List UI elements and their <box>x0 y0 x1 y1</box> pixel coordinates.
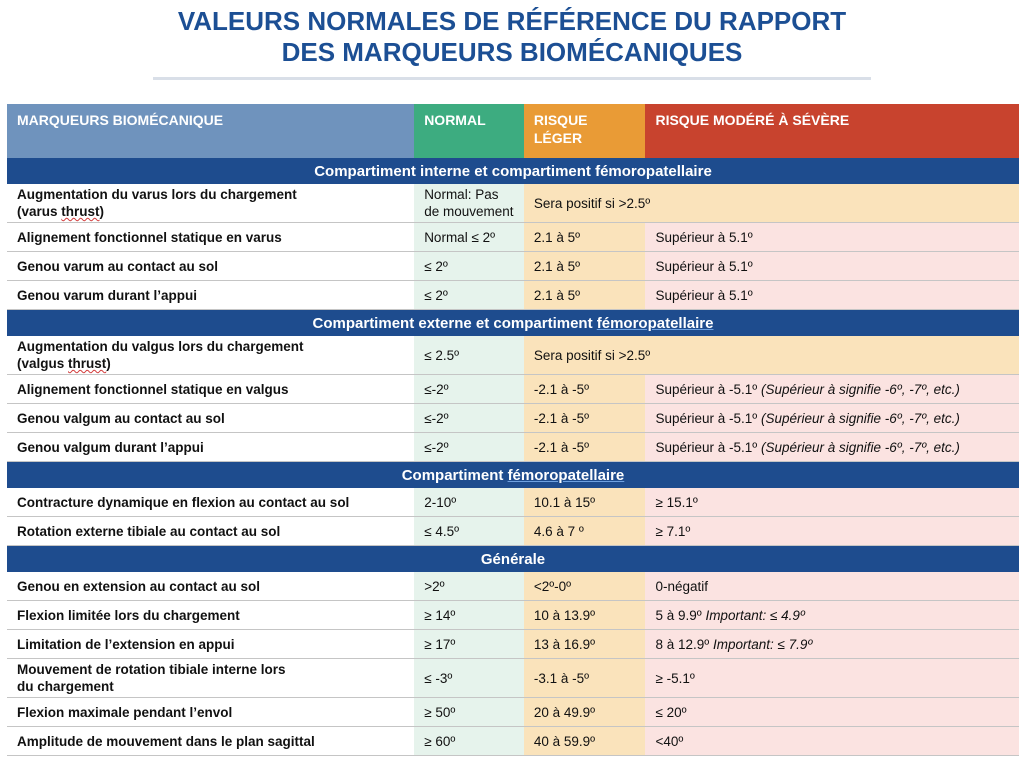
normal-cell: 2-10º <box>414 488 524 517</box>
marker-cell: Contracture dynamique en flexion au contact au sol <box>7 488 414 517</box>
section-header-generale <box>7 546 1019 573</box>
normal-cell: ≥ 14º <box>414 601 524 630</box>
normal-cell: ≤ -3º <box>414 659 524 698</box>
marker-line2: du chargement <box>17 679 114 694</box>
leger-merged-cell: Sera positif si >2.5º <box>524 184 1019 223</box>
header-marker: MARQUEURS BIOMÉCANIQUE <box>7 104 414 158</box>
severe-value: 8 à 12.9º <box>655 636 710 652</box>
section-title-text: Compartiment externe et compartiment <box>312 314 597 332</box>
leger-cell: 13 à 16.9º <box>524 630 646 659</box>
severe-cell: Supérieur à 5.1º <box>645 281 1019 310</box>
header-severe: RISQUE MODÉRÉ À SÉVÈRE <box>645 104 1019 158</box>
section-title-underlined: fémoropatellaire <box>596 314 714 332</box>
table-row <box>7 404 1019 433</box>
severe-cell: <40º <box>645 727 1019 756</box>
marker-cell <box>7 336 414 375</box>
severe-cell: ≥ -5.1º <box>645 659 1019 698</box>
normal-cell: ≤ 2.5º <box>414 336 524 375</box>
reference-table <box>7 104 1019 756</box>
leger-cell: 2.1 à 5º <box>524 281 646 310</box>
marker-cell: Rotation externe tibiale au contact au sol <box>7 517 414 546</box>
severe-cell <box>645 433 1019 462</box>
marker-pre: (varus <box>17 204 62 219</box>
marker-pre: (valgus <box>17 356 69 371</box>
normal-cell: Normal ≤ 2º <box>414 223 524 252</box>
leger-cell: 10.1 à 15º <box>524 488 646 517</box>
table-row <box>7 252 1019 281</box>
page-title <box>0 0 1024 68</box>
marker-line1: Mouvement de rotation tibiale interne lors <box>17 662 286 677</box>
marker-cell: Flexion maximale pendant l’envol <box>7 698 414 727</box>
normal-cell: ≥ 60º <box>414 727 524 756</box>
severe-note: (Supérieur à signifie -6º, -7º, etc.) <box>760 410 960 426</box>
table-row <box>7 281 1019 310</box>
table-row <box>7 601 1019 630</box>
table-row <box>7 659 1019 698</box>
table-row <box>7 488 1019 517</box>
normal-cell: >2º <box>414 572 524 601</box>
marker-cell: Genou varum au contact au sol <box>7 252 414 281</box>
table-row <box>7 630 1019 659</box>
header-normal: NORMAL <box>414 104 524 158</box>
normal-cell: ≥ 17º <box>414 630 524 659</box>
table-row <box>7 336 1019 375</box>
severe-cell: ≤ 20º <box>645 698 1019 727</box>
title-line-2: DES MARQUEURS BIOMÉCANIQUES <box>281 37 743 67</box>
marker-cell: Flexion limitée lors du chargement <box>7 601 414 630</box>
severe-cell <box>645 375 1019 404</box>
section-title <box>7 462 1019 489</box>
table-row <box>7 727 1019 756</box>
severe-cell: Supérieur à 5.1º <box>645 223 1019 252</box>
leger-merged-cell: Sera positif si >2.5º <box>524 336 1019 375</box>
normal-cell: ≤ 4.5º <box>414 517 524 546</box>
table-row <box>7 572 1019 601</box>
section-header-externe <box>7 310 1019 337</box>
marker-line1: Augmentation du valgus lors du chargement <box>17 339 304 354</box>
severe-cell: 0-négatif <box>645 572 1019 601</box>
severe-cell <box>645 404 1019 433</box>
marker-cell: Genou valgum au contact au sol <box>7 404 414 433</box>
severe-cell: ≥ 15.1º <box>645 488 1019 517</box>
severe-value: Supérieur à -5.1º <box>655 381 758 397</box>
severe-cell: ≥ 7.1º <box>645 517 1019 546</box>
section-title: Générale <box>7 546 1019 573</box>
table-row <box>7 375 1019 404</box>
title-line-1: VALEURS NORMALES DE RÉFÉRENCE DU RAPPORT <box>177 6 847 36</box>
table-row <box>7 433 1019 462</box>
leger-cell: 10 à 13.9º <box>524 601 646 630</box>
marker-cell: Genou varum durant l’appui <box>7 281 414 310</box>
leger-cell: 40 à 59.9º <box>524 727 646 756</box>
leger-cell: -2.1 à -5º <box>524 404 646 433</box>
table-row <box>7 517 1019 546</box>
normal-cell: ≤-2º <box>414 375 524 404</box>
section-header-femoropatellaire <box>7 462 1019 489</box>
marker-cell <box>7 659 414 698</box>
marker-cell: Genou valgum durant l’appui <box>7 433 414 462</box>
severe-note: (Supérieur à signifie -6º, -7º, etc.) <box>760 381 960 397</box>
leger-cell: -2.1 à -5º <box>524 375 646 404</box>
marker-cell: Alignement fonctionnel statique en varus <box>7 223 414 252</box>
header-leger-line1: RISQUE <box>533 112 588 128</box>
section-title-underlined: fémoropatellaire <box>507 466 625 484</box>
severe-cell <box>645 630 1019 659</box>
severe-value: 5 à 9.9º <box>655 607 702 623</box>
section-title <box>7 310 1019 337</box>
section-title: Compartiment interne et compartiment fémoropatellaire <box>7 158 1019 184</box>
header-row <box>7 104 1019 158</box>
leger-cell: 2.1 à 5º <box>524 252 646 281</box>
severe-cell <box>645 601 1019 630</box>
marker-post: ) <box>99 204 105 219</box>
leger-cell: 20 à 49.9º <box>524 698 646 727</box>
normal-cell: Normal: Pas de mouvement <box>414 184 524 223</box>
spellcheck-word: thrust <box>68 356 107 371</box>
severe-cell: Supérieur à 5.1º <box>645 252 1019 281</box>
leger-cell: 4.6 à 7 º <box>524 517 646 546</box>
leger-cell: <2º-0º <box>524 572 646 601</box>
marker-line1: Augmentation du varus lors du chargement <box>17 187 297 202</box>
marker-cell <box>7 184 414 223</box>
severe-value: Supérieur à -5.1º <box>655 410 758 426</box>
severe-note: Important: ≤ 4.9º <box>705 607 805 623</box>
severe-note: Important: ≤ 7.9º <box>712 636 813 652</box>
normal-cell: ≤ 2º <box>414 252 524 281</box>
table-row <box>7 223 1019 252</box>
normal-cell: ≤-2º <box>414 404 524 433</box>
header-leger-line2: LÉGER <box>533 130 583 146</box>
title-divider <box>153 77 871 80</box>
marker-cell: Limitation de l’extension en appui <box>7 630 414 659</box>
marker-cell: Alignement fonctionnel statique en valgus <box>7 375 414 404</box>
marker-cell: Amplitude de mouvement dans le plan sagittal <box>7 727 414 756</box>
normal-cell: ≤-2º <box>414 433 524 462</box>
marker-cell: Genou en extension au contact au sol <box>7 572 414 601</box>
spellcheck-word: thrust <box>61 204 100 219</box>
normal-cell: ≥ 50º <box>414 698 524 727</box>
severe-value: Supérieur à -5.1º <box>655 439 758 455</box>
severe-note: (Supérieur à signifie -6º, -7º, etc.) <box>760 439 960 455</box>
section-header-interne <box>7 158 1019 184</box>
marker-post: ) <box>106 356 111 371</box>
leger-cell: -2.1 à -5º <box>524 433 646 462</box>
normal-cell: ≤ 2º <box>414 281 524 310</box>
table-row <box>7 184 1019 223</box>
leger-cell: 2.1 à 5º <box>524 223 646 252</box>
header-leger <box>524 104 646 158</box>
table-row <box>7 698 1019 727</box>
leger-cell: -3.1 à -5º <box>524 659 646 698</box>
section-title-text: Compartiment <box>401 466 508 484</box>
